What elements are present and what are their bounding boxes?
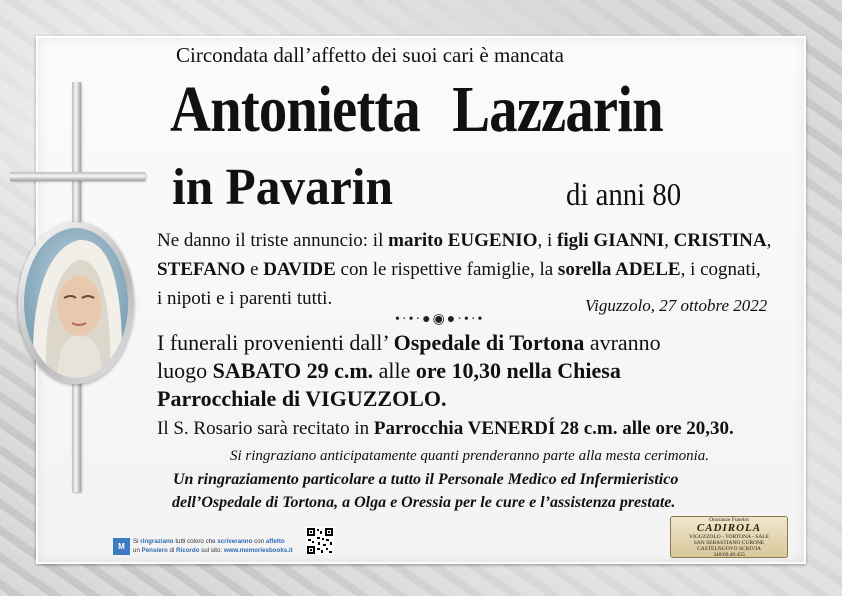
deceased-married-name: in Pavarin	[172, 159, 393, 216]
agency-name: CADIROLA	[696, 522, 762, 534]
announcement-line-1: Ne danno il triste annuncio: il marito EUGENIO, i figli GIANNI, CRISTINA,	[157, 230, 772, 251]
rosary-line: Il S. Rosario sarà recitato in Parrocchia VENERDÍ 28 c.m. alle ore 20,30.	[157, 418, 734, 439]
agency-locations-3: CASTELNUOVO SCRIVIA	[696, 546, 761, 552]
funeral-line-3: Parrocchiale di VIGUZZOLO.	[157, 386, 447, 411]
agency-subtitle: Onoranze Funebri	[709, 517, 749, 523]
intro-text: Circondata dall’affetto dei suoi cari è mancata	[176, 43, 564, 67]
thanks-general: Si ringraziano anticipatamente quanti prenderanno parte alla mesta cerimonia.	[230, 448, 709, 464]
funeral-agency-badge	[670, 516, 788, 558]
ornament-divider: •·•·●◉●·•·•	[395, 312, 485, 327]
qr-code[interactable]	[306, 527, 334, 555]
agency-locations-1: VIGUZZOLO - TORTONA - SALE	[688, 534, 770, 540]
madonna-portrait-icon	[24, 228, 128, 378]
deceased-age: di anni 80	[566, 176, 682, 212]
place-date: Viguzzolo, 27 ottobre 2022	[585, 296, 768, 315]
funeral-line-1: I funerali provenienti dall’ Ospedale di Tortona avranno	[157, 330, 661, 355]
memoriesbooks-logo-icon: M	[113, 538, 130, 555]
footer-website-link[interactable]: www.memoriesbooks.it	[223, 547, 293, 554]
thanks-special-line-1: Un ringraziamento particolare a tutto il Personale Medico ed Infermieristico	[173, 471, 679, 488]
deceased-name: Antonietta Lazzarin	[170, 73, 663, 146]
announcement-line-2: STEFANO e DAVIDE con le rispettive famiglie, la sorella ADELE, i cognati,	[157, 259, 761, 280]
agency-phone: 340/69.49.455	[713, 552, 745, 558]
announcement-line-3: i nipoti e i parenti tutti.	[157, 288, 333, 309]
thanks-special-line-2: dell’Ospedale di Tortona, a Olga e Oressia per le cure e l’assistenza prestate.	[172, 494, 676, 511]
qr-code-icon	[306, 527, 334, 555]
agency-locations-2: SAN SEBASTIANO CURONE	[693, 540, 765, 546]
footer-memoriesbooks-note: Si ringraziano tutti coloro che scriveranno con affetto un Pensiero di Ricordo sul sito: www.memoriesbooks.it	[133, 538, 293, 554]
madonna-portrait-image	[18, 222, 134, 384]
cross-horizontal-bar	[10, 172, 145, 181]
funeral-line-2: luogo SABATO 29 c.m. alle ore 10,30 nella Chiesa	[157, 358, 621, 383]
